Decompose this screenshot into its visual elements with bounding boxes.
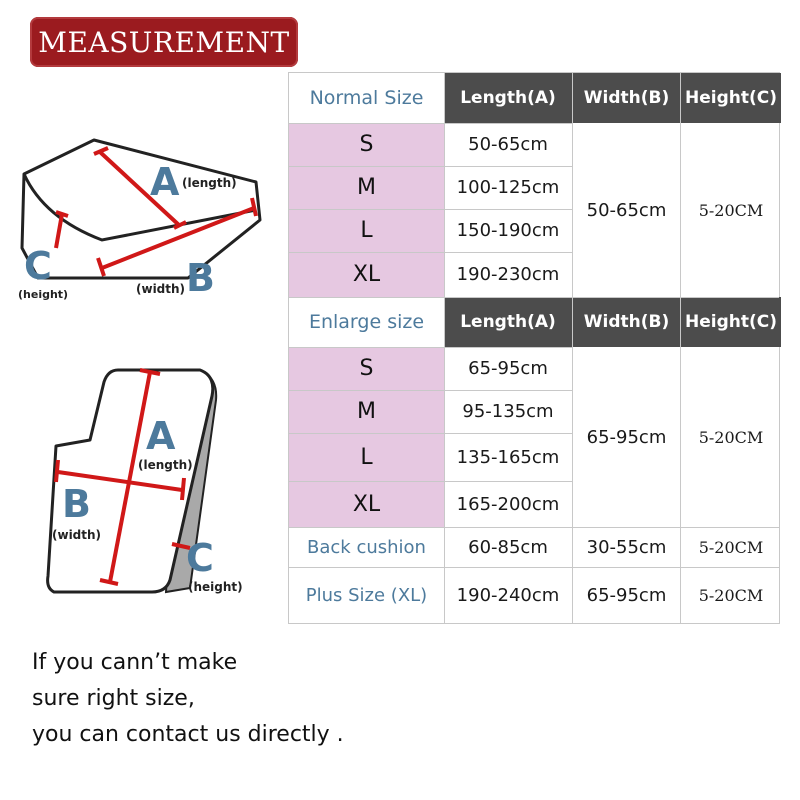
- enlarge-length-l: 135-165cm: [456, 446, 560, 468]
- enlarge-length-m: 95-135cm: [462, 401, 554, 422]
- enlarge-header-length: Length(A): [444, 297, 572, 347]
- top-label-b-text: (width): [136, 282, 186, 296]
- normal-size-m: M: [289, 166, 444, 209]
- normal-length-s: 50-65cm: [468, 134, 548, 155]
- note-line-1: If you cann’t make: [32, 650, 238, 675]
- enlarge-height-value: 5-20CM: [698, 427, 764, 447]
- normal-size-xl: XL: [289, 252, 444, 297]
- enlarge-size-xl: XL: [289, 481, 444, 527]
- enlarge-size-m: M: [289, 390, 444, 433]
- enlarge-header-height: Height(C): [681, 297, 781, 347]
- back-cushion-height: 5-20CM: [698, 537, 764, 557]
- back-cushion-label: Back cushion: [307, 536, 426, 558]
- plus-size-width: 65-95cm: [586, 584, 667, 606]
- note-line-2: sure right size,: [32, 686, 195, 711]
- normal-size-title: Normal Size: [309, 87, 424, 109]
- normal-header-height: Height(C): [681, 73, 781, 123]
- normal-length-xl: 190-230cm: [456, 264, 560, 285]
- plus-size-length: 190-240cm: [456, 584, 560, 606]
- enlarge-size-s: S: [289, 347, 444, 390]
- size-table: [288, 72, 780, 624]
- top-label-b: B: [186, 256, 215, 300]
- top-label-a-text: (length): [182, 176, 237, 190]
- back-cushion-width: 30-55cm: [586, 536, 667, 558]
- normal-length-l: 150-190cm: [456, 220, 560, 241]
- back-cushion-length: 60-85cm: [468, 536, 548, 558]
- bottom-label-b-text: (width): [52, 528, 102, 542]
- enlarge-header-width: Width(B): [573, 297, 680, 347]
- enlarge-width-value: 65-95cm: [586, 426, 667, 448]
- bottom-label-b: B: [62, 482, 91, 526]
- normal-size-s: S: [289, 123, 444, 166]
- plus-size-height: 5-20CM: [698, 585, 764, 605]
- plus-size-label: Plus Size (XL): [305, 584, 428, 606]
- normal-length-m: 100-125cm: [456, 177, 560, 198]
- normal-height-value: 5-20CM: [698, 200, 764, 220]
- enlarge-length-xl: 165-200cm: [456, 493, 560, 515]
- top-label-c-text: (height): [18, 288, 69, 301]
- enlarge-length-s: 65-95cm: [468, 358, 548, 379]
- enlarge-size-title: Enlarge size: [308, 311, 425, 333]
- bottom-label-a: A: [146, 414, 176, 458]
- cushion-outline: [22, 140, 260, 278]
- note-line-3: you can contact us directly .: [32, 722, 344, 747]
- normal-header-length: Length(A): [444, 73, 572, 123]
- bottom-label-c: C: [186, 536, 214, 580]
- top-label-c: C: [24, 244, 52, 288]
- banner-title: MEASUREMENT: [38, 26, 290, 59]
- bottom-label-c-text: (height): [188, 580, 243, 594]
- enlarge-size-l: L: [289, 433, 444, 481]
- bottom-label-a-text: (length): [138, 458, 193, 472]
- measurement-banner: [30, 17, 298, 67]
- normal-header-width: Width(B): [573, 73, 680, 123]
- normal-size-l: L: [289, 209, 444, 252]
- normal-width-value: 50-65cm: [586, 199, 667, 221]
- top-label-a: A: [150, 160, 180, 204]
